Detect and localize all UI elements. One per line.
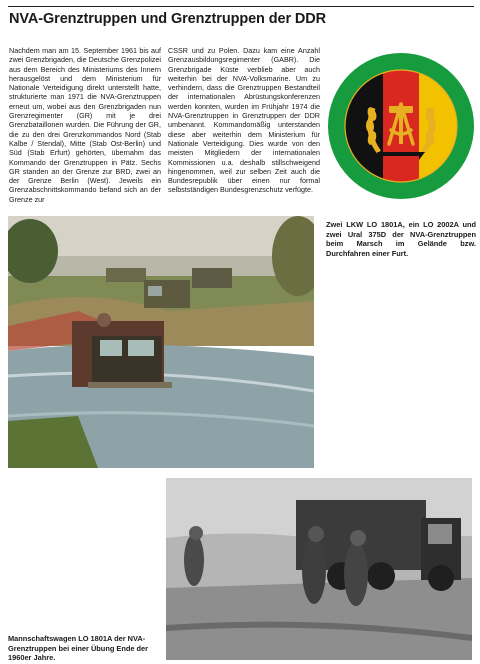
- page-title: NVA-Grenztruppen und Grenztruppen der DDR: [9, 11, 327, 27]
- trucks-fording-river-photo: [8, 216, 314, 468]
- article-column-left: Nachdem man am 15. September 1961 bis auf zwei Grenzbrigaden, die Deutsche Grenzpolizei aus dem Bereich des Ministeriums des Innern herausgelöst und dem Ministerium für Nationale Verteidigung direkt unterstellt hatte, strukturierte man 1971 die NVA-Grenztruppen erneut um, wobei aus den Grenzbrigaden nun Grenzregimenter (GR) mit je drei Grenzbataillonen wurden. Die Führung der GR, die zu den drei Grenzkommandos Nord (Stab Kalbe / Stendal), Mitte (Stab Ost-Berlin) und Süd (Stab Erfurt) gehörten, übernahm das Kommando der Grenztruppen in Pätz. Sechs GR standen an der Grenze zur BRD, zwei an der Grenze Berlin (West). Jeweils ein Grenzabschnittskommando befand sich an der Grenze zur: [9, 46, 161, 204]
- photo-caption-top: Zwei LKW LO 1801A, ein LO 2002A und zwei Ural 375D der NVA-Grenztruppen beim Marsch im Gelände bzw. Durchfahren einer Furt.: [326, 220, 476, 258]
- soldiers-with-truck-photo: [166, 478, 472, 660]
- top-rule: [8, 6, 474, 7]
- ddr-border-troops-emblem-icon: [327, 52, 475, 200]
- article-column-right: CSSR und zu Polen. Dazu kam eine Anzahl Grenzausbildungsregimenter (GABR). Die Grenzbrigade Küste verblieb aber auch weiterhin bei der NVA-Volksmarine. Um zu verhindern, dass die Grenztruppen Bestandteil der internationalen Abrüstungskonferenzen werden konnten, wurden im Frühjahr 1974 die NVA-Grenztruppen in Grenztruppen der DDR umbenannt. Kommandomäßig unterstanden diese aber weiterhin dem Ministerium für Nationale Verteidigung. Dies wurde von den meisten Mitgliedern der internationalen Kommissionen u.a. deshalb stillschweigend hingenommen, weil zur selben Zeit auch die Bundesrepublik über einen nur formal selbstständigen Bundesgrenzschutz verfügte.: [168, 46, 320, 195]
- photo-caption-bottom: Mannschaftswagen LO 1801A der NVA-Grenztruppen bei einer Übung Ende der 1960er Jahre.: [8, 634, 149, 663]
